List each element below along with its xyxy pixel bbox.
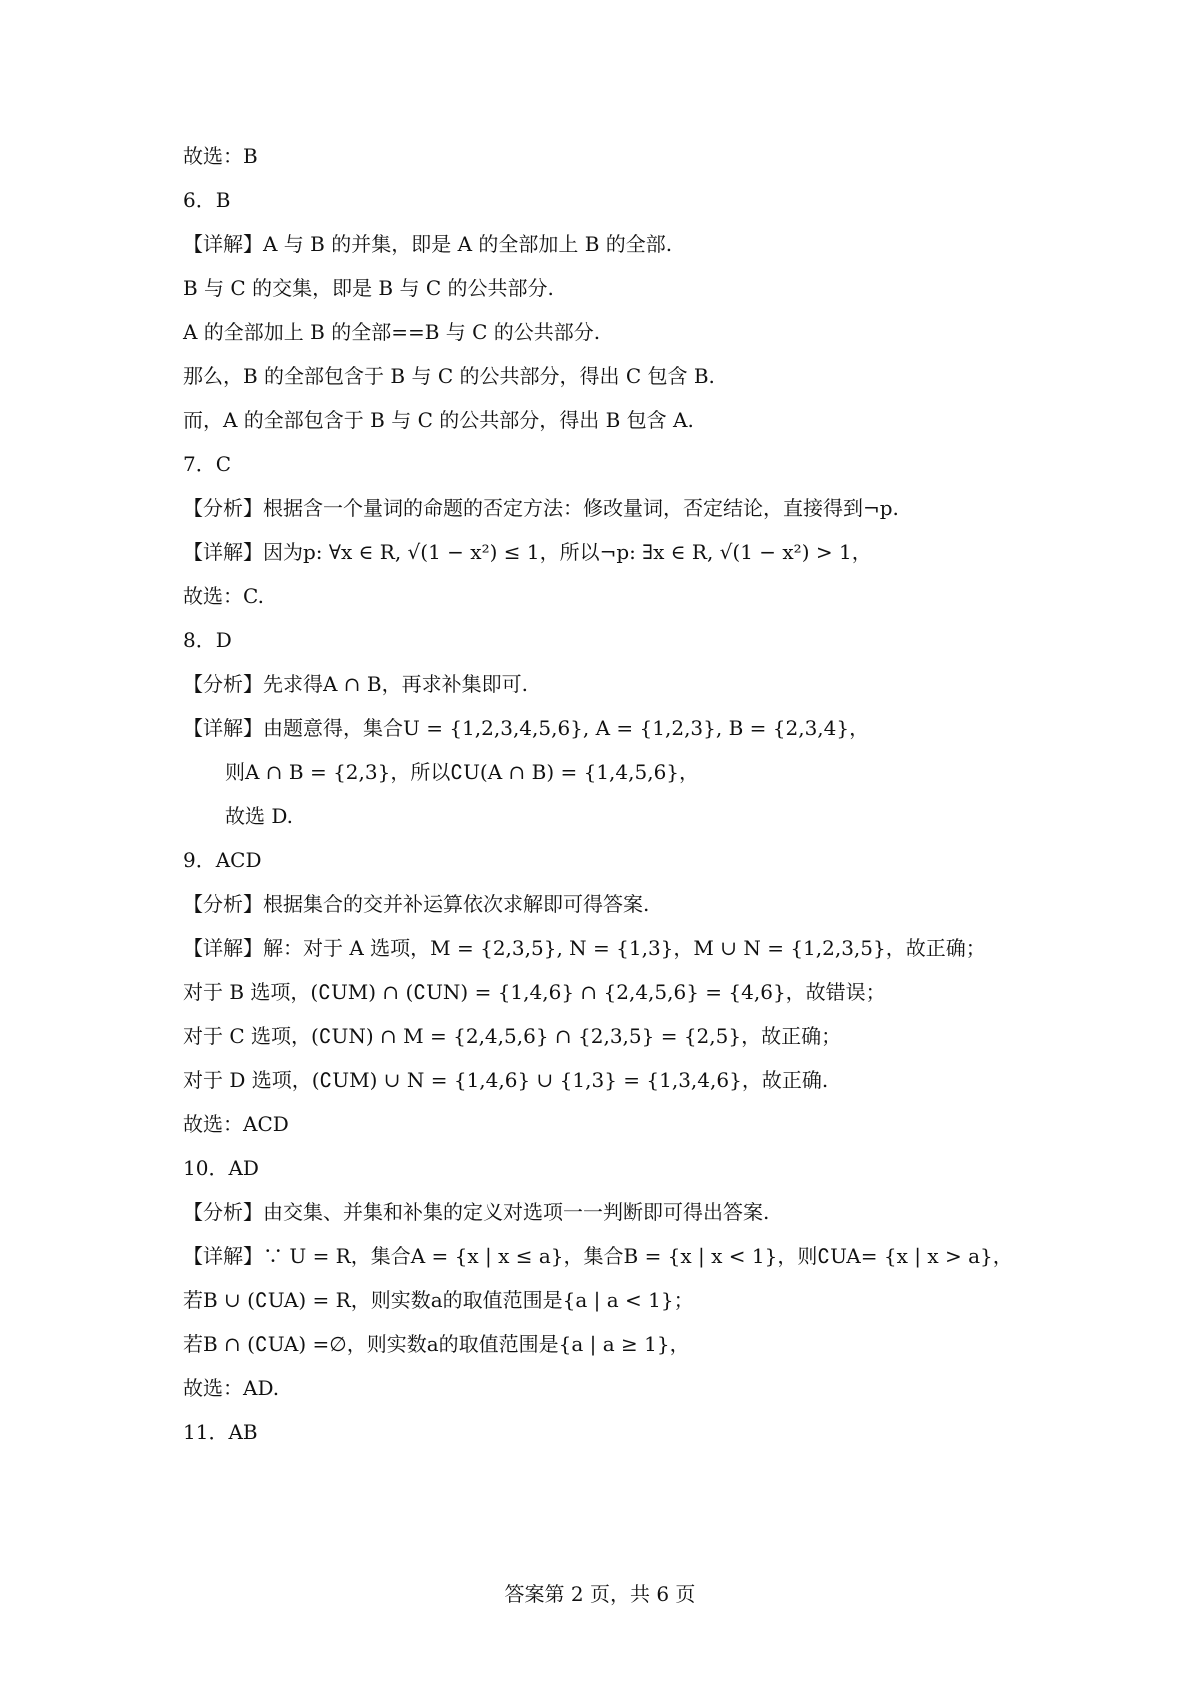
page-footer: 答案第 2 页，共 6 页 [504,1582,696,1606]
text-line: 【分析】先求得A ∩ B，再求补集即可. [183,672,528,696]
answer-heading: 7．C [183,452,232,476]
answer-heading: 10．AD [183,1156,259,1180]
answer-heading: 11．AB [183,1420,258,1444]
text-line: 故选：AD. [183,1376,280,1400]
text-line: 若B ∪ (∁UA) = R，则实数a的取值范围是{a | a < 1}； [183,1288,694,1312]
text-line: 则A ∩ B = {2,3}，所以∁U(A ∩ B) = {1,4,5,6}， [225,760,700,784]
text-line: 而，A 的全部包含于 B 与 C 的公共部分，得出 B 包含 A. [183,408,694,432]
text-line: 【详解】∵ U = R，集合A = {x | x ≤ a}，集合B = {x | x < 1}，则∁UA= {x | x > a}， [183,1244,1013,1268]
text-line: 若B ∩ (∁UA) =∅，则实数a的取值范围是{a | a ≥ 1}， [183,1332,690,1356]
text-line: A 的全部加上 B 的全部==B 与 C 的公共部分. [183,320,601,344]
answer-heading: 9．ACD [183,848,262,872]
text-line: 【详解】解：对于 A 选项，M = {2,3,5}, N = {1,3}，M ∪ N = {1,2,3,5}，故正确； [183,936,986,960]
text-line: 【分析】根据集合的交并补运算依次求解即可得答案. [183,892,650,916]
text-line: 【详解】由题意得，集合U = {1,2,3,4,5,6}, A = {1,2,3}, B = {2,3,4}， [183,716,870,740]
answer-heading: 6．B [183,188,231,212]
text-line: B 与 C 的交集，即是 B 与 C 的公共部分. [183,276,554,300]
text-line: 故选：B [183,144,258,168]
text-line: 故选：ACD [183,1112,289,1136]
text-line: 故选 D. [225,804,294,828]
text-line: 【分析】根据含一个量词的命题的否定方法：修改量词，否定结论，直接得到¬p. [183,496,899,520]
text-line: 【详解】因为p: ∀x ∈ R, √(1 − x²) ≤ 1，所以¬p: ∃x ∈ R, √(1 − x²) > 1， [183,540,872,564]
text-line: 【分析】由交集、并集和补集的定义对选项一一判断即可得出答案. [183,1200,770,1224]
text-line: 那么，B 的全部包含于 B 与 C 的公共部分，得出 C 包含 B. [183,364,715,388]
answer-heading: 8．D [183,628,232,652]
text-line: 【详解】A 与 B 的并集，即是 A 的全部加上 B 的全部. [183,232,673,256]
text-line: 故选：C. [183,584,264,608]
text-line: 对于 D 选项，(∁UM) ∪ N = {1,4,6} ∪ {1,3} = {1,3,4,6}，故正确. [183,1068,829,1092]
text-line: 对于 B 选项，(∁UM) ∩ (∁UN) = {1,4,6} ∩ {2,4,5,6} = {4,6}，故错误； [183,980,886,1004]
text-line: 对于 C 选项，(∁UN) ∩ M = {2,4,5,6} ∩ {2,3,5} = {2,5}，故正确； [183,1024,842,1048]
